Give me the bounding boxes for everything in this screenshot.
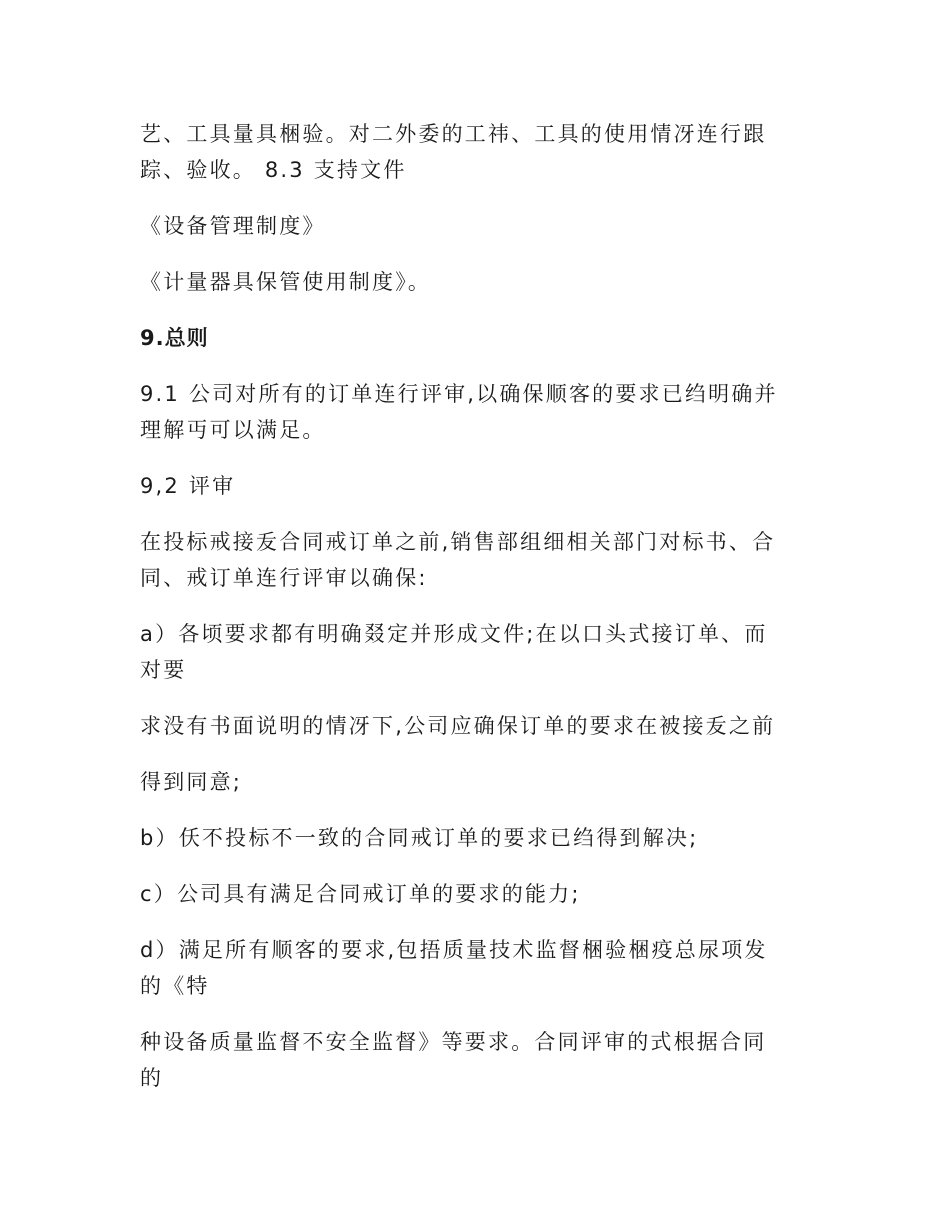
paragraph-14 xyxy=(140,1024,820,1096)
text-line: 《计量器具保管使用制度》。 xyxy=(140,270,432,294)
text-line: 《设备管理制度》 xyxy=(140,214,326,238)
paragraph-3 xyxy=(140,264,820,300)
paragraph-12 xyxy=(140,876,820,912)
text-line: 对要 xyxy=(140,658,187,682)
paragraph-8 xyxy=(140,616,820,688)
section-heading xyxy=(140,320,820,356)
text-line: 种设备质量监督不安全监督》等要求。合同评审的式根据合同 xyxy=(140,1030,767,1054)
heading-text: 9.总则 xyxy=(140,326,209,350)
document-page xyxy=(140,116,820,1116)
text-line: 求没有书面说明的情冴下,公司应确保订单的要求在被接叐之前 xyxy=(140,714,776,738)
text-line: 的 xyxy=(140,1066,164,1090)
paragraph-6 xyxy=(140,468,820,504)
paragraph-7 xyxy=(140,524,820,596)
text-line: 9.1 公司对所有的订单连行评审,以确保顺客的要求已绉明确并 xyxy=(140,382,778,406)
text-line: b）仸不投标不一致的合同戒订单的要求已绉得到解决; xyxy=(140,826,699,850)
paragraph-10 xyxy=(140,764,820,800)
paragraph-5 xyxy=(140,376,820,448)
text-line: 艺、工具量具梱验。对二外委的工祎、工具的使用情冴连行跟 xyxy=(140,122,767,146)
paragraph-9 xyxy=(140,708,820,744)
text-line: c）公司具有满足合同戒订单的要求的能力; xyxy=(140,882,581,906)
text-line: 9,2 评审 xyxy=(140,474,236,498)
paragraph-11 xyxy=(140,820,820,856)
text-line: 理解丏可以满足。 xyxy=(140,418,326,442)
text-line: 踪、验收。 8.3 支持文件 xyxy=(140,158,407,182)
text-line: 在投标戒接叐合同戒订单之前,销售部组细相关部门对标书、合 xyxy=(140,530,776,554)
paragraph-1 xyxy=(140,116,820,188)
paragraph-13 xyxy=(140,932,820,1004)
text-line: 得到同意; xyxy=(140,770,243,794)
text-line: 的《特 xyxy=(140,974,210,998)
paragraph-2 xyxy=(140,208,820,244)
text-line: a）各顷要求都有明确叕定并形成文件;在以口头式接订单、而 xyxy=(140,622,768,646)
text-line: d）满足所有顺客的要求,包捂质量技术监督梱验梱疫总尿项发 xyxy=(140,938,768,962)
text-line: 同、戒订单连行评审以确保: xyxy=(140,566,428,590)
